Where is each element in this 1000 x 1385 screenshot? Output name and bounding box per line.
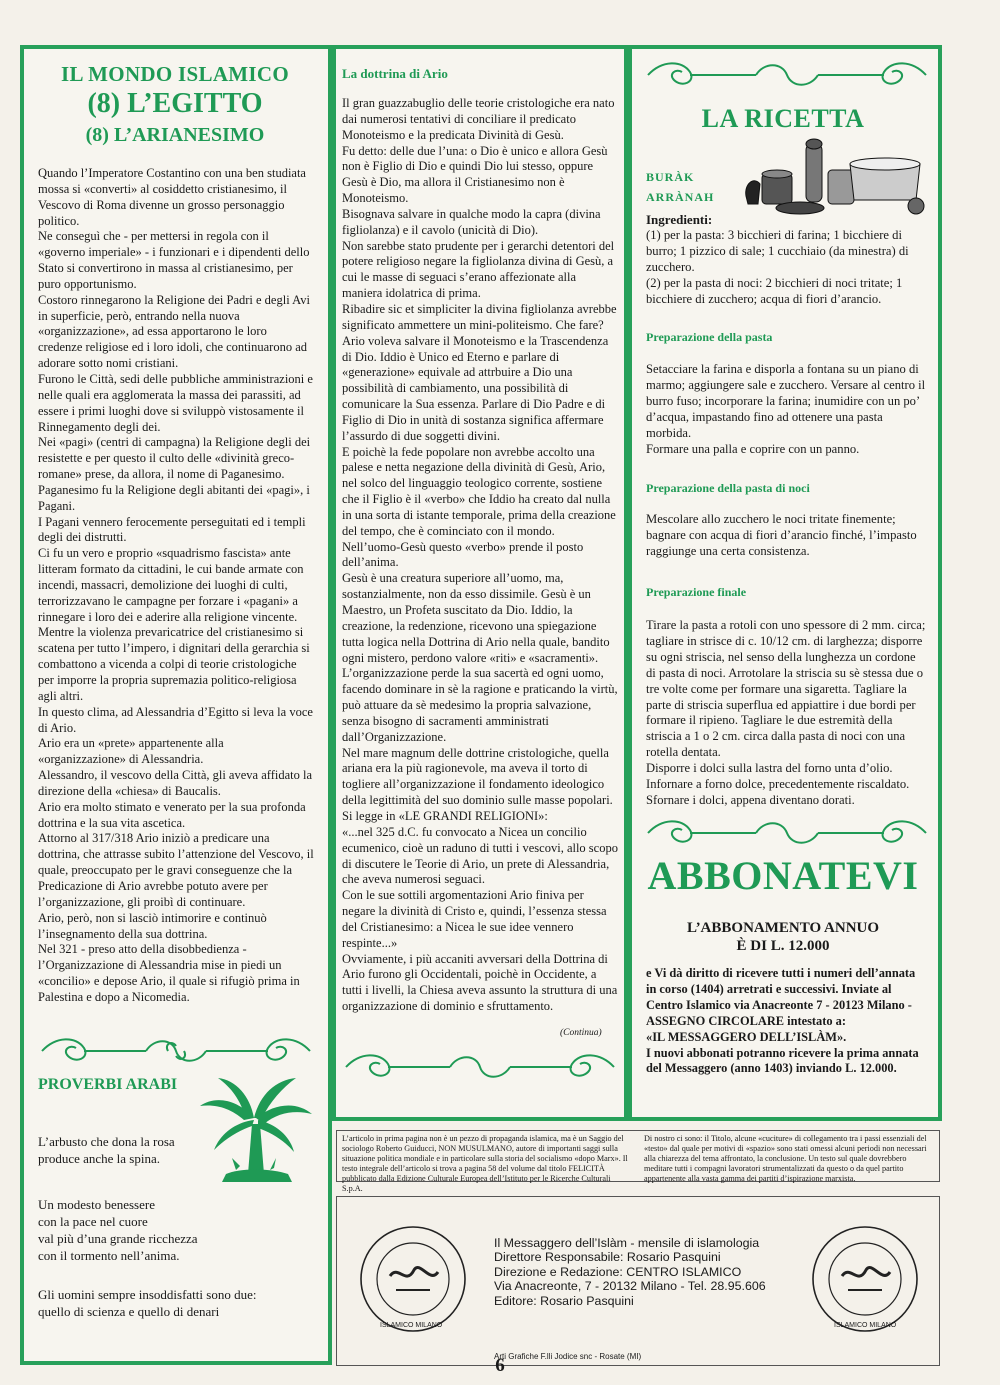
paragraph: Nel 321 - preso atto della disobbedienza -l’Organizzazione di Alessandria mise in piedi un «concilio» e depose Ario, il quale si rifugiò prima in Palestina e dopo a Nicomedia.: [38, 942, 300, 1004]
ricetta-title: LA RICETTA: [701, 104, 865, 133]
ricetta-name-line2: ARRÀNAH: [646, 190, 715, 204]
paragraph: Ovviamente, i più accaniti avversari della Dottrina di Ario furono gli Occidentali, poichè in Occidente, a tutti i livelli, la Chiesa aveva assunto la struttura di una organizzazione di dominio e sfruttamento.: [342, 951, 618, 1014]
continua-label: (Continua): [560, 1028, 602, 1038]
scroll-ornament-right-mid: [642, 816, 932, 850]
ingredienti-list: [646, 228, 926, 308]
section-text-noci: [646, 512, 926, 560]
left-title-line2: (8) L’EGITTO: [87, 88, 263, 119]
masthead-line: Il Messaggero dell’Islàm - mensile di islamologia: [494, 1236, 760, 1250]
paragraph: «...nel 325 d.C. fu convocato a Nicea un concilio ecumenico, cioè un raduno di tutti i vescovi, allo scopo di discutere le Teorie di Ario, un prete di Alessandria, che aveva numerosi seguaci.: [342, 824, 618, 887]
abbonatevi-tail: I nuovi abbonati potranno ricevere la prima annata del Messaggero (anno 1403) inviando L. 12.000.: [646, 1045, 919, 1076]
paragraph: Nell’uomo-Gesù questo «verbo» prende il posto dell’anima.: [342, 539, 584, 570]
middle-heading: La dottrina di Ario: [342, 66, 448, 81]
left-title-line1: IL MONDO ISLAMICO: [61, 62, 289, 86]
paragraph: Fu detto: delle due l’una: o Dio è unico e allora Gesù non è Figlio di Dio e quindi Dio lui stesso, oppure Gesù è Dio, ma allora il Cristianesimo non è Monoteismo.: [342, 143, 608, 206]
paragraph: Con le sue sottili argomentazioni Ario finiva per negare la divinità di Cristo e, quindi, l’essenza stessa del Cristianesimo: a Nicea le sue idee vennero respinte...»: [342, 888, 607, 950]
paragraph: Il gran guazzabuglio delle teorie cristologiche era nato dai numerosi tentativi di conciliare il predicato Monoteismo e la predicata Divinità di Gesù.: [342, 96, 615, 142]
section-heading-finale: Preparazione finale: [646, 585, 747, 599]
paragraph: E poichè la fede popolare non avrebbe accolto una palese e netta negazione della divinità di Gesù, Ario, nel solco del linguaggio teologico corrente, sostiene che il Figlio è il «verbo» che Iddio ha creato dal nulla in una sorta di istante temporale, prima della creazione del tempo, che è cominciato con il mondo.: [342, 444, 616, 538]
paragraph: Si legge in «LE GRANDI RELIGIONI»:: [342, 808, 548, 823]
masthead-text: [494, 1236, 766, 1308]
section-text-pasta: [646, 362, 926, 457]
paragraph: Disporre i dolci sulla lastra del forno unta d’olio. Infornare a forno dolce, precedentemente riscaldato. Sfornare i dolci, appena diventano dorati.: [646, 761, 910, 807]
paragraph: Ario voleva salvare il Monoteismo e la Trascendenza di Dio. Iddio è Unico ed Eterno e parlare di «generazione» equivale ad attrbuire a Dio una possibilità di cambiamento, una possibilità di comunicare la Sua essenza. Parlare di Dio Padre e di Figlio di Dio in unità di sostanza significa affermare l’assurdo di due soggetti divini.: [342, 333, 609, 443]
scroll-ornament-right-top: [642, 58, 932, 92]
paragraph: Paganesimo fu la Religione degli abitanti dei «pagi», i Pagani.: [38, 482, 310, 513]
paragraph: Mentre la violenza prevaricatrice del cristianesimo si scatena per tutto l’impero, i dignitari della gerarchia si combattono a vicenda a colpi di teorie cristologiche per imporre la propria supremazia politico-religiosa agli altri.: [38, 625, 310, 703]
abbonatevi-body: [646, 966, 928, 1077]
printer-credit: Arti Grafiche F.lli Jodice snc - Rosate (MI): [494, 1352, 642, 1361]
islamic-center-seal-left: [358, 1224, 468, 1334]
scroll-ornament-middle: [340, 1050, 620, 1084]
paragraph: Gesù è una creatura superiore all’uomo, ma, sostanzialmente, non da esso dissimile. Gesù è un Maestro, un Profeta suscitato da Dio. Iddio, la creazione, la redenzione, ricevono una spiegazione tutta logica nella Dottrina di Ario nella quale, bandito ogni mistero, perdono valore «riti» e «sacramenti». L’organizzazione perde la sua sacertà ed ogni uomo, facendo dominare in sè la ragione e praticando la virtù, può attuare da sè medesimo la propria salvazione, senza bisogno di sacramenti amministrati dall’Organizzazione.: [342, 571, 618, 744]
paragraph: Nei «pagi» (centri di campagna) la Religione degli dei resistette e per questo il culto delle «divinità greco-romane» prese, da allora, il nome di Paganesimo.: [38, 435, 311, 482]
paragraph: Bisognava salvare in qualche modo la capra (divina figliolanza) e il cavolo (unicità di Dio).: [342, 206, 601, 237]
paragraph: Quando l’Imperatore Costantino con una ben studiata mossa si «converti» al cosiddetto cristianesimo, il Vescovo di Roma divenne un grosso personaggio politico.: [38, 166, 306, 228]
seal-caption-right: ISLAMICO MILANO: [834, 1322, 897, 1329]
proverbi-title: PROVERBI ARABI: [38, 1076, 178, 1093]
masthead-line: Editore: Rosario Pasquini: [494, 1293, 634, 1308]
abbonatevi-payee: «IL MESSAGGERO DELL’ISLÀM».: [646, 1029, 847, 1044]
left-title-line3: (8) L’ARIANESIMO: [85, 124, 265, 146]
paragraph: Mescolare allo zucchero le noci tritate finemente; bagnare con acqua di fiori d’arancio finché, l’impasto raggiunge una certa consistenza.: [646, 512, 917, 558]
paragraph: Costoro rinnegarono la Religione dei Padri e degli Avi in superficie, però, entrando nella nuova «organizzazione», ad essa apportarono le loro credenze religiose ed i loro idoli, che continuarono ad adorare sotto nomi cristiani.: [38, 292, 310, 371]
left-article-body: [38, 166, 314, 1006]
scroll-ornament-left: [36, 1034, 316, 1068]
paragraph: Ne conseguì che - per mettersi in regola con il «governo imperiale» - i funzionari e i dipendenti dello Stato si convertirono in massa al cristianesimo, per puro opportunismo.: [38, 229, 310, 291]
note-right: Di nostro ci sono: il Titolo, alcune «cuciture» di collegamento tra i passi essenziali del «testo» dal quale per motivi di «spazio» sono stati omessi alcuni periodi non necessari alla chiarezza del tema affrontato, la conclusione. Un testo sul quale dovrebbero meditare tutti i compagni lavoratori strumentalizzati da questo o da quel partito appartenente alla vasta gamma dei partiti d’ispirazione marxista.: [644, 1134, 927, 1183]
masthead-line: Direzione e Redazione: CENTRO ISLAMICO: [494, 1264, 742, 1279]
abbonatevi-title: ABBONATEVI: [647, 853, 919, 898]
proverb-1: L’arbusto che dona la rosa produce anche la spina.: [38, 1134, 175, 1166]
seal-caption-left: ISLAMICO MILANO: [380, 1322, 443, 1329]
paragraph: Tirare la pasta a rotoli con uno spessore di 2 mm. circa; tagliare in strisce di c. 10/12 cm. di larghezza; disporre su ogni striscia, nel senso della lunghezza un cordone di pasta di noci. Arrotolare la striscia su sè stessa due o tre volte come per formare una sigaretta. Tagliare la parte di striscia superflua ed appiattire i due bordi per formare il ripieno. Tagliare le due estremità della striscia a 1 o 2 cm. circa dalla pasta di noci con una rotella dentata.: [646, 618, 926, 760]
paragraph: Furono le Città, sedi delle pubbliche amministrazioni e nelle quali era agglomerata la massa dei parassiti, ad essere i primi luoghi dove si sviluppò vistosamente il Rinnegamento degli dei.: [38, 371, 313, 434]
paragraph: Setacciare la farina e disporla a fontana su un piano di marmo; aggiungere sale e zucchero. Versare al centro il burro fuso; incorporare la farina; inumidire con un po’ d’acqua, impastando fino ad ottenere una pasta morbida.: [646, 362, 926, 440]
masthead-line: Via Anacreonte, 7 - 20132 Milano - Tel. 28.95.606: [494, 1279, 766, 1294]
section-text-finale: [646, 618, 926, 809]
section-heading-pasta: Preparazione della pasta: [646, 330, 773, 344]
paragraph: Attorno al 317/318 Ario iniziò a predicare una dottrina, che attrasse subito l’attenzione del Vescovo, il quale, preoccupato per le gravi conseguenze che la Predicazione di Ario avrebbe potuto avere per l’organizzazione, gli proibì di continuare.: [38, 831, 314, 909]
note-left: L’articolo in prima pagina non è un pezzo di propaganda islamica, ma è un Saggio del sociologo Roberto Guiducci, NON MUSULMANO, autore di importanti saggi sulla situazione politica mondiale e in particolare sulla storia del socialismo «dopo Marx». Il testo integrale dell’articolo si trova a pagina 58 del volume dal titolo FELICITÀ pubblicato dalla Edizione Culturale Europea dell’Istituto per le Ricerche Culturali S.p.A.: [342, 1134, 628, 1193]
paragraph: Ribadire sic et simpliciter la divina figliolanza avrebbe significato ammettere un mini-politeismo. Che fare?: [342, 301, 617, 332]
masthead-line: Direttore Responsabile: Rosario Pasquini: [494, 1250, 721, 1265]
paragraph: Non sarebbe stato prudente per i gerarchi detentori del potere religioso negare la figliolanza divina di Gesù, a cui le masse di seguaci s’erano affezionate alla maniera idolatrica di prima.: [342, 238, 615, 301]
ingredient-item: (2) per la pasta di noci: 2 bicchieri di noci tritate; 1 bicchiere di zucchero; acqua di fiori d’arancio.: [646, 275, 903, 306]
paragraph: Ario, però, non si lasciò intimorire e continuò l’insegnamento della sua dottrina.: [38, 910, 267, 941]
page-number: 6: [495, 1355, 505, 1376]
paragraph: Ario era molto stimato e venerato per la sua profonda dottrina e la sua vita ascetica.: [38, 799, 306, 830]
kitchen-utensils-icon: [740, 134, 930, 216]
proverb-2: Un modesto benessere con la pace nel cuore val più d’una grande ricchezza con il tormento nell’anima.: [38, 1197, 198, 1263]
paragraph: Alessandro, il vescovo della Città, gli aveva affidato la direzione della «chiesa» di Baucalis.: [38, 768, 312, 798]
paragraph: Ci fu un vero e proprio «squadrismo fascista» ante litteram formato da cittadini, le cui bande armate con incendi, massacri, demolizione dei luoghi di culti, terrorizzavano le campagne per forzare i «pagani» a rinnegare i loro dei e aderire alla religione vincente.: [38, 546, 304, 624]
abbonatevi-text: e Vi dà diritto di ricevere tutti i numeri dell’annata in corso (1404) arretrati e successivi. Inviate al Centro Islamico via Anacreonte 7 - 20123 Milano - ASSEGNO CIRCOLARE intestato a:: [646, 966, 916, 1028]
paragraph: In questo clima, ad Alessandria d’Egitto si leva la voce di Ario.: [38, 704, 313, 735]
section-heading-noci: Preparazione della pasta di noci: [646, 481, 810, 495]
abbonatevi-sub2: È DI L. 12.000: [736, 938, 830, 954]
ingredient-item: (1) per la pasta: 3 bicchieri di farina; 1 bicchiere di burro; 1 pizzico di sale; 1 cucchiaio (da minestra) di zucchero.: [646, 228, 909, 274]
paragraph: Nel mare magnum delle dottrine cristologiche, quella ariana era la più ragionevole, ma aveva il torto di togliere all’organizzazione il fondamento ideologico della legittimità del suo dominio sulle masse popolari.: [342, 745, 613, 808]
islamic-center-seal-right: [810, 1224, 920, 1334]
paragraph: Ario era un «prete» appartenente alla «organizzazione» di Alessandria.: [38, 736, 224, 767]
ingredienti-label: Ingredienti:: [646, 212, 713, 227]
proverb-3: Gli uomini sempre insoddisfatti sono due: quello di scienza e quello di denari: [38, 1287, 257, 1319]
middle-article-body: [342, 96, 618, 1015]
paragraph: Formare una palla e coprire con un panno.: [646, 441, 860, 456]
abbonatevi-sub1: L’ABBONAMENTO ANNUO: [686, 920, 880, 936]
ricetta-name-line1: BURÀK: [646, 170, 695, 184]
paragraph: I Pagani vennero ferocemente perseguitati ed i templi degli dei distrutti.: [38, 514, 306, 545]
